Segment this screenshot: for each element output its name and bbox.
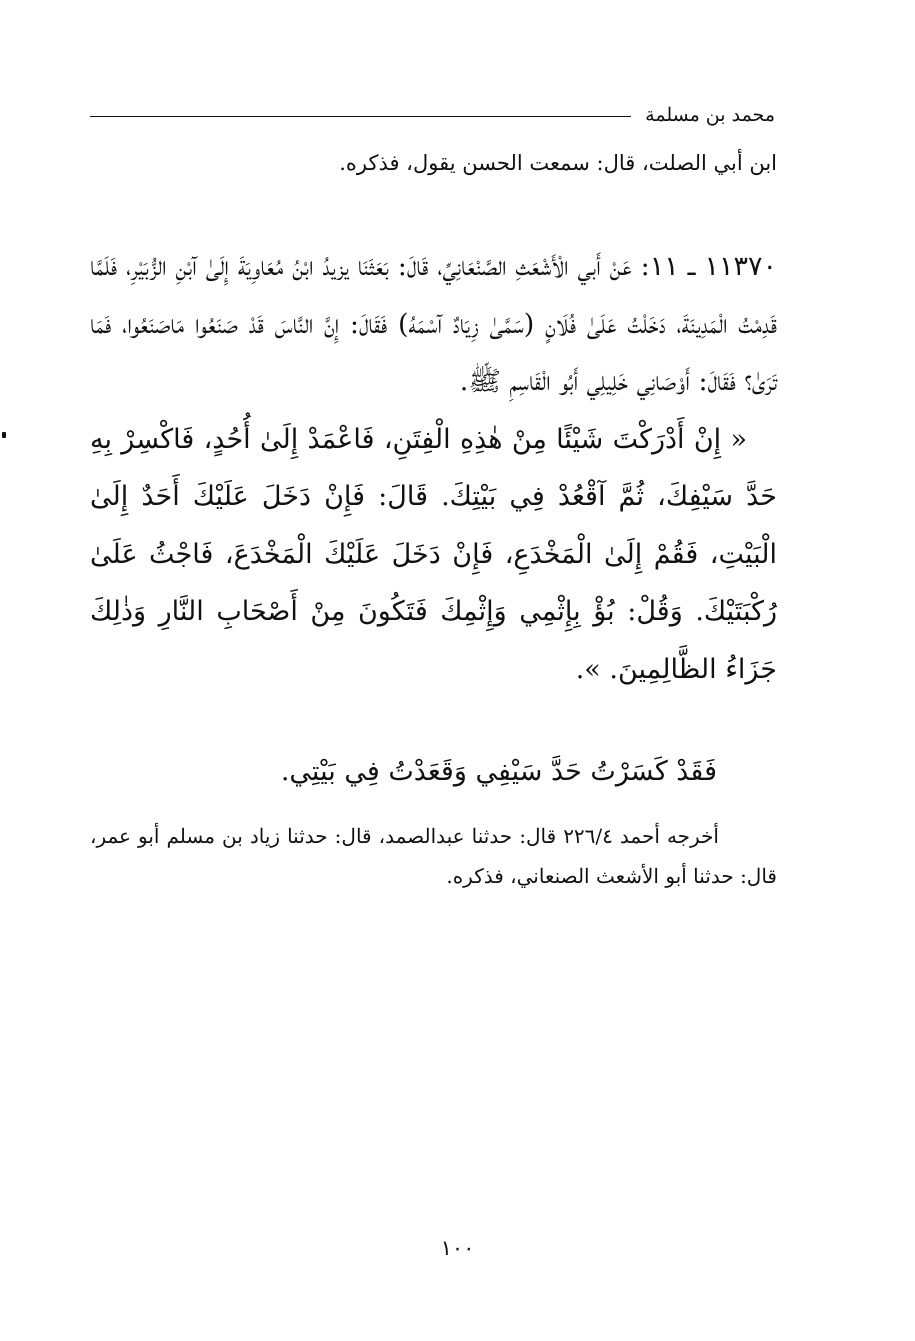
intro-line: ابن أبي الصلت، قال: سمعت الحسن يقول، فذكره. bbox=[339, 151, 777, 175]
footnote-text: أخرجه أحمد ٢٢٦/٤ قال: حدثنا عبدالصمد، قال: حدثنا زياد بن مسلم أبو عمر، قال: حدثنا أبو الأشعث الصنعاني، فذكره. bbox=[90, 824, 777, 888]
scan-edge-mark bbox=[2, 432, 6, 438]
running-header bbox=[90, 100, 775, 130]
hadith-body bbox=[90, 238, 777, 698]
page-number: ١٠٠ bbox=[440, 1236, 475, 1260]
hadith-text: ١١٣٧٠ ـ ١١: عَنْ أَبي الْأَشْعَثِ الصَّنْعَانِيِّ، قَالَ: بَعَثَنَا يزيدُ ابْنُ مُعَاوِيَةَ إِلَىٰ آبْنِ الزُّبَيْرِ، فَلَمَّا قَدِمْتُ الْمَدِينَةَ، دَخَلْتُ عَلَىٰ فُلَانٍ (سَمَّىٰ زِيَادٌ آسْمَهُ) فَقَالَ: إِنَّ النَّاسَ قَدْ صَنَعُوا مَاصَنَعُوا، فَمَا تَرَىٰ؟ فَقَالَ: أَوْصَانِي خَلِيلِي أَبُو الْقَاسِمِ ﷺ. bbox=[90, 251, 777, 397]
hadith-closing: فَقَدْ كَسَرْتُ حَدَّ سَيْفِي وَقَعَدْتُ فِي بَيْتِي. bbox=[280, 756, 717, 787]
hadith-quote: « إِنْ أَدْرَكْتَ شَيْئًا مِنْ هٰذِهِ الْفِتَنِ، فَاعْمَدْ إِلَىٰ أُحُدٍ، فَاكْسِرْ بِهِ حَدَّ سَيْفِكَ، ثُمَّ آقْعُدْ فِي بَيْتِكَ. قَالَ: فَإِنْ دَخَلَ عَلَيْكَ أَحَدٌ إِلَىٰ الْبَيْتِ، فَقُمْ إِلَىٰ الْمَخْدَعِ، فَإِنْ دَخَلَ عَلَيْكَ الْمَخْدَعَ، فَاجْثُ عَلَىٰ رُكْبَتَيْكَ. وَقُلْ: بُؤْ بِإِثْمِي وَإِثْمِكَ فَتَكُونَ مِنْ أَصْحَابِ النَّارِ وَذٰلِكَ جَزَاءُ الظَّالِمِينَ. ». bbox=[90, 423, 777, 685]
header-rule bbox=[90, 116, 631, 117]
chapter-title: محمد بن مسلمة bbox=[645, 104, 775, 126]
footnote bbox=[90, 816, 777, 896]
